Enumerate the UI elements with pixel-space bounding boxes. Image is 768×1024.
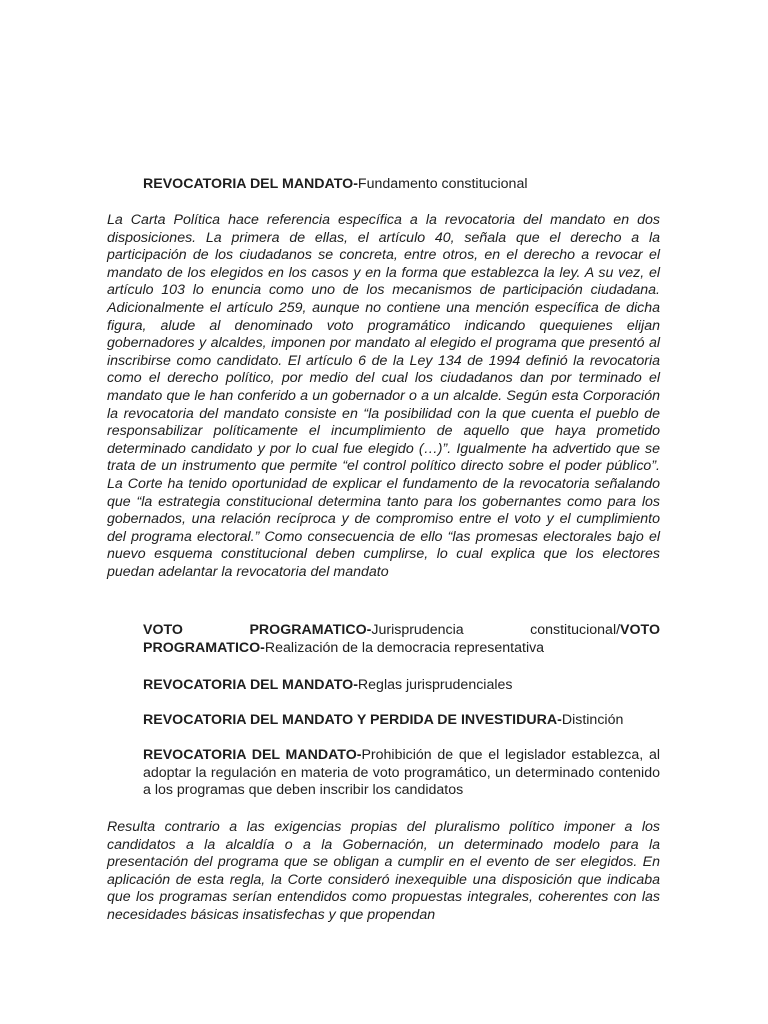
heading-bold-part-2: VOTO PROGRAMATICO-: [143, 622, 660, 656]
heading-text-part: Reglas jurisprudenciales: [357, 677, 513, 693]
heading-reglas-jurisprudenciales: [143, 677, 660, 695]
heading-text-part: Distinción: [561, 712, 624, 728]
heading-bold-part-1: VOTO PROGRAMATICO-: [143, 622, 372, 638]
body-paragraph-1: La Carta Política hace referencia específica a la revocatoria del mandato en dos disposiciones. La primera de ellas, el artículo 40, señala que el derecho a la participación de los ciudadanos se concreta, entre otros, en el derecho a revocar el mandato de los elegidos en los casos y en la forma que establezca la ley. A su vez, el artículo 103 lo enuncia como uno de los mecanismos de participación ciudadana. Adicionalmente el artículo 259, aunque no contiene una mención específica de dicha figura, alude al denominado voto programático indicando quequienes elijan gobernadores y alcaldes, imponen por mandato al elegido el programa que presentó al inscribirse como candidato. El artículo 6 de la Ley 134 de 1994 definió la revocatoria como el derecho político, por medio del cual los ciudadanos dan por terminado el mandato que le han conferido a un gobernador o a un alcalde. Según esta Corporación la revocatoria del mandato consiste en “la posibilidad con la que cuenta el pueblo de responsabilizar políticamente el incumplimiento de aquello que haya prometido determinado candidato y por lo cual fue elegido (…)”. Igualmente ha advertido que se trata de un instrumento que permite “el control político directo sobre el poder público”. La Corte ha tenido oportunidad de explicar el fundamento de la revocatoria señalando que “la estrategia constitucional determina tanto para los gobernantes como para los gobernados, una relación recíproca y de compromiso entre el voto y el cumplimiento del programa electoral.” Como consecuencia de ello “las promesas electorales bajo el nuevo esquema constitucional deben cumplirse, lo cual explica que los electores puedan adelantar la revocatoria del mandato: [107, 212, 660, 580]
heading-text-part-1: Jurisprudencia constitucional/: [371, 622, 621, 638]
heading-bold-part: REVOCATORIA DEL MANDATO-: [143, 677, 358, 693]
heading-text-part-2: Realización de la democracia representativa: [264, 639, 545, 656]
heading-fundamento-constitucional: [143, 176, 663, 194]
heading-voto-programatico: [143, 622, 660, 657]
heading-perdida-investidura: [143, 712, 660, 730]
heading-prohibicion-legislador: [143, 747, 660, 800]
heading-text-part: Fundamento constitucional: [357, 176, 528, 192]
heading-text-part: Prohibición de que el legislador establezca, al adoptar la regulación en materia de voto programático, un determinado contenido a los programas que deben inscribir los candidatos: [143, 747, 660, 799]
heading-bold-part: REVOCATORIA DEL MANDATO-: [143, 176, 358, 192]
heading-bold-part: REVOCATORIA DEL MANDATO-: [143, 747, 362, 763]
body-paragraph-2: Resulta contrario a las exigencias propias del pluralismo político imponer a los candidatos a la alcaldía o a la Gobernación, un determinado modelo para la presentación del programa que se obligan a cumplir en el evento de ser elegidos. En aplicación de esta regla, la Corte consideró inexequible una disposición que indicaba que los programas serían entendidos como propuestas integrales, coherentes con las necesidades básicas insatisfechas y que propendan: [107, 819, 660, 923]
heading-bold-part: REVOCATORIA DEL MANDATO Y PERDIDA DE INVESTIDURA-: [143, 712, 562, 728]
